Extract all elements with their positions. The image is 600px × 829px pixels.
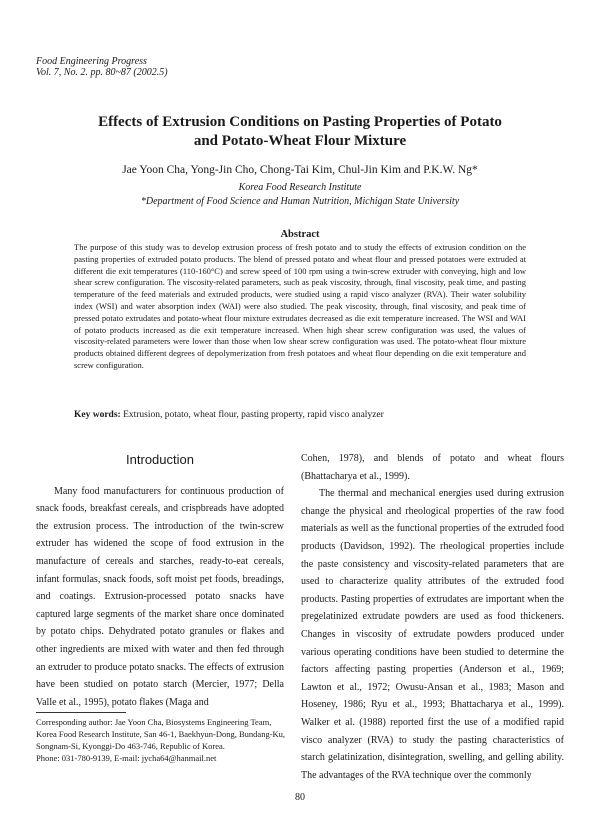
author-list: Jae Yoon Cha, Yong-Jin Cho, Chong-Tai Kim, Chul-Jin Kim and P.K.W. Ng*	[122, 164, 478, 176]
keywords-label: Key words:	[74, 410, 121, 420]
intro-paragraph-2: The thermal and mechanical energies used during extrusion change the physical and rheological properties of the raw food materials as well as the functional properties of the extruded food products (Davidson, 1992). The rheological properties include the paste consistency and viscosity-related parameters that are used to characterize quality attributes of the extruded food products. Pasting properties of extrudates are important when the pregelatinized extrudate powders are used as food thickeners. Changes in viscosity of extrudate powders produced under various operating conditions have been studied to determine the factors affecting pasting properties (Anderson et al., 1969; Lawton et al., 1972; Owusu-Ansan et al., 1983; Mason and Hoseney, 1986; Ryu et al., 1993; Bhattacharya et al., 1999). Walker et al. (1988) reported first the use of a modified rapid visco analyzer (RVA) to study the pasting characteristics of starch gelatinization, disintegration, swelling, and gelling ability. The advantages of the RVA technique over the commonly	[301, 488, 564, 781]
journal-volume: Vol. 7, No. 2. pp. 80~87 (2002.5)	[36, 67, 168, 78]
right-column	[301, 450, 564, 784]
journal-header	[36, 56, 168, 78]
footnote-address: Corresponding author: Jae Yoon Cha, Biosystems Engineering Team, Korea Food Research Institute, San 46-1, Baekhyun-Dong, Bundang-Ku, Songnam-Si, Kyonggi-Do 463-746, Republic of Korea.	[36, 717, 286, 751]
affiliation-1: Korea Food Research Institute	[238, 182, 362, 193]
intro-paragraph-1: Many food manufacturers for continuous production of snack foods, breakfast cereals, and crispbreads have adopted the extrusion process. The introduction of the twin-screw extruder has widened the scope of food extrusion in the manufacture of cereals and starches, ready-to-eat cereals, infant formulas, snack foods, soft moist pet foods, breadings, and coatings. Extrusion-processed potato snacks have captured large segments of the market share once dominated by potato chips. Dehydrated potato granules or flakes and other ingredients are mixed with water and then fed through an extruder to produce potato snacks. The effects of extrusion have been studied on potato starch (Mercier, 1977; Della Valle et al., 1995), potato flakes (Maga and	[36, 485, 284, 708]
keywords	[74, 410, 526, 420]
footnote-divider	[36, 712, 126, 713]
title-line-1: Effects of Extrusion Conditions on Pasting Properties of Potato	[98, 114, 502, 130]
journal-name: Food Engineering Progress	[36, 56, 147, 67]
affiliation-2: *Department of Food Science and Human Nutrition, Michigan State University	[140, 196, 460, 207]
abstract-heading: Abstract	[280, 229, 320, 240]
page-number: 80	[295, 792, 305, 803]
left-column	[36, 448, 284, 711]
intro-paragraph-1-continued: Cohen, 1978), and blends of potato and wheat flours (Bhattacharya et al., 1999).	[301, 453, 564, 482]
footnote-contact: Phone: 031-780-9139, E-mail: jycha64@hanmail.net	[36, 753, 217, 763]
title-line-2: and Potato-Wheat Flour Mixture	[193, 133, 407, 149]
introduction-heading: Introduction	[126, 452, 194, 467]
abstract-text: The purpose of this study was to develop extrusion process of fresh potato and to study the effects of extrusion condition on the pasting properties of extruded potato products. The blend of pressed potato and wheat flour and pressed potatoes were extruded at different die exit temperatures (110-160°C) and screw speed of 100 rpm using a twin-screw extruder with conveying, high and low shear screw configuration. The viscosity-related parameters, such as peak viscosity, through, final viscosity, peak time, and pasting temperature of the feed materials and extruded products, were studied using a rapid visco analyzer (RVA). Their water solubility index (WSI) and water absorption index (WAI) were also studied. The peak viscosity, through, final viscosity, and peak time of pressed potato extrudates and potato-wheat flour mixture extrudates decreased as die exit temperature increased. The WSI and WAI of potato products increased as die exit temperature increased. When high shear screw configuration was used, the values of viscosity-related parameters were lower than those when low shear screw configuration was used. The potato-wheat flour mixture products obtained different degrees of depolymerization from fresh potatoes and wheat flour depending on die exit temperature and screw configuration.	[74, 242, 526, 370]
paper-title	[60, 113, 540, 151]
keywords-text: Extrusion, potato, wheat flour, pasting property, rapid visco analyzer	[123, 410, 384, 420]
corresponding-author-footnote	[36, 716, 288, 764]
